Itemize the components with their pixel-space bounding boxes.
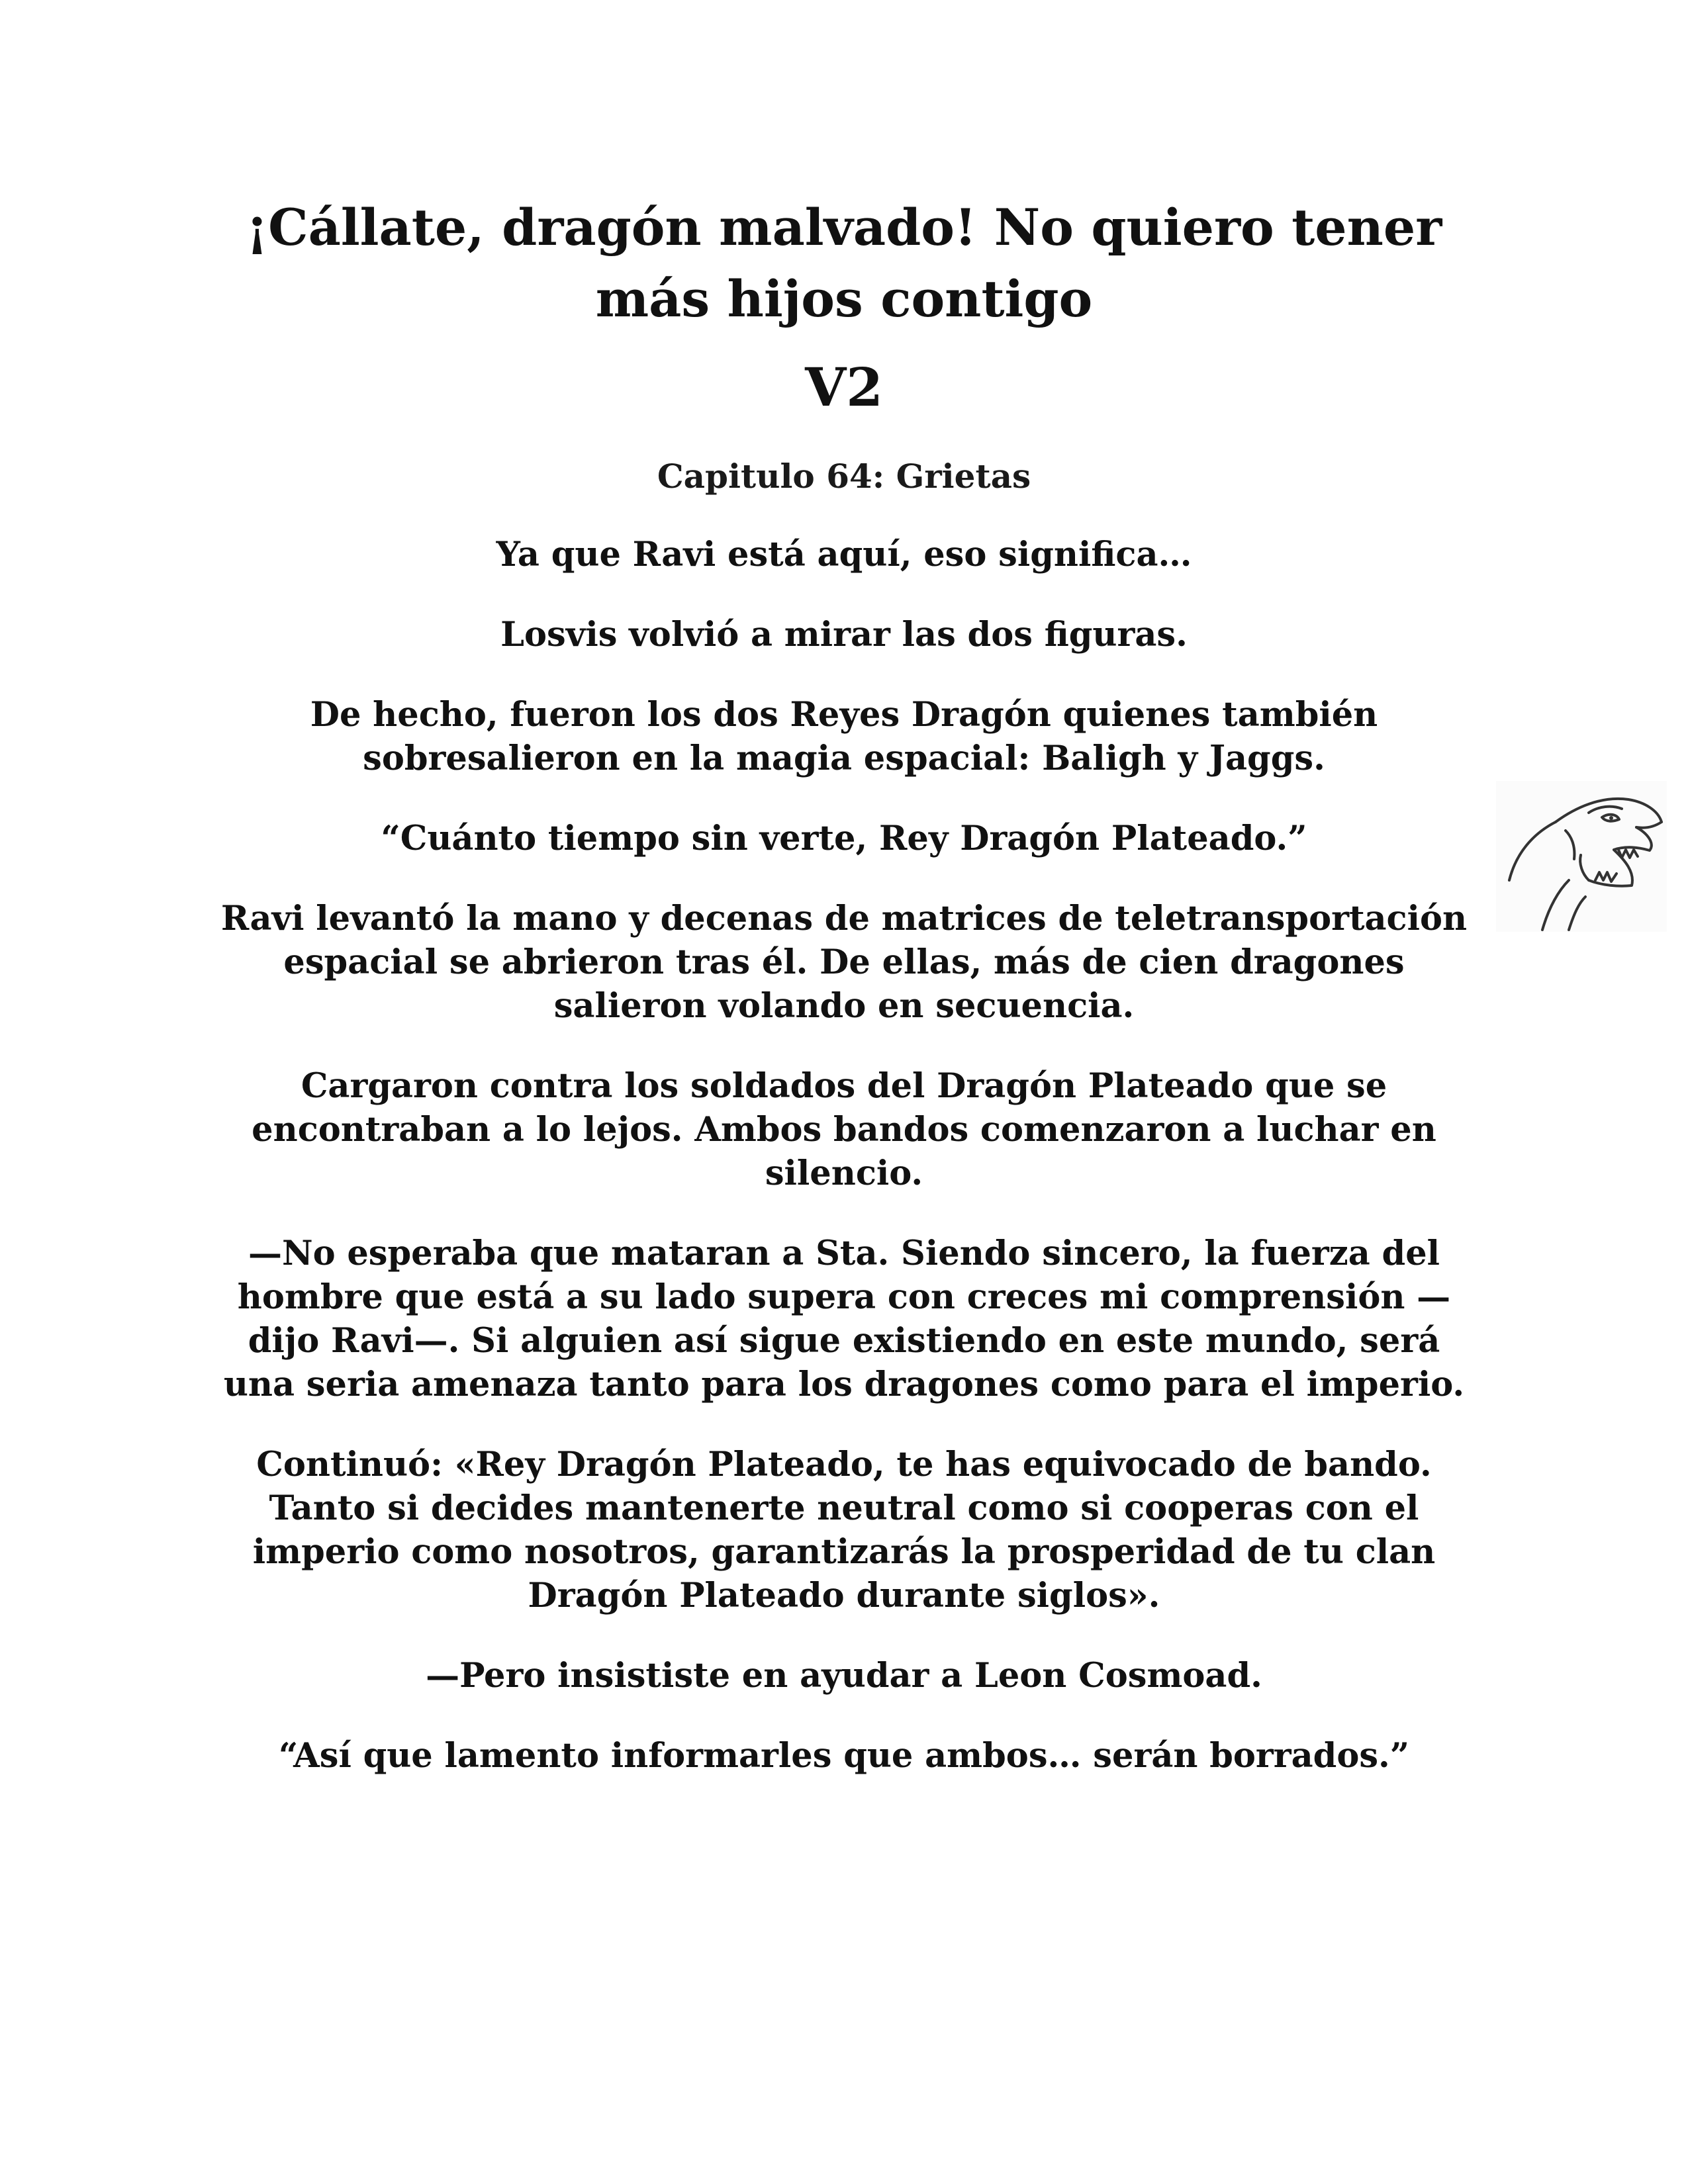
paragraph: Continuó: «Rey Dragón Plateado, te has equivocado de bando. Tanto si decides mantenerte neutral como si cooperas con el imperio como nosotros, garantizarás la prosperidad de tu clan Dragón Plateado durante siglos». xyxy=(252,1445,1436,1615)
paragraph: Cargaron contra los soldados del Dragón Plateado que se encontraban a lo lejos. Ambos bandos comenzaron a luchar en silencio. xyxy=(252,1066,1436,1193)
paragraph: Losvis volvió a mirar las dos figuras. xyxy=(500,615,1188,655)
dragon-head-sketch-icon xyxy=(1496,781,1667,932)
paragraph: “Así que lamento informarles que ambos… serán borrados.” xyxy=(278,1736,1410,1776)
paragraph: De hecho, fueron los dos Reyes Dragón quienes también sobresalieron en la magia espacial: Baligh y Jaggs. xyxy=(310,695,1378,778)
chapter-heading: Capitulo 64: Grietas xyxy=(657,457,1031,496)
page-title: ¡Cállate, dragón malvado! No quiero tener más hijos contigo xyxy=(246,198,1442,328)
chapter-body xyxy=(218,533,1470,1814)
paragraph: —No esperaba que mataran a Sta. Siendo sincero, la fuerza del hombre que está a su lado supera con creces mi comprensión —dijo Ravi—. Si alguien así sigue existiendo en este mundo, será una seria amenaza tanto para los dragones como para el imperio. xyxy=(223,1234,1465,1404)
paragraph: Ravi levantó la mano y decenas de matrices de teletransportación espacial se abrieron tras él. De ellas, más de cien dragones salieron volando en secuencia. xyxy=(220,899,1468,1026)
volume-label: V2 xyxy=(805,356,883,418)
paragraph: Ya que Ravi está aquí, eso significa… xyxy=(496,535,1192,574)
paragraph: —Pero insististe en ayudar a Leon Cosmoad. xyxy=(426,1656,1262,1696)
paragraph: “Cuánto tiempo sin verte, Rey Dragón Plateado.” xyxy=(381,819,1307,858)
